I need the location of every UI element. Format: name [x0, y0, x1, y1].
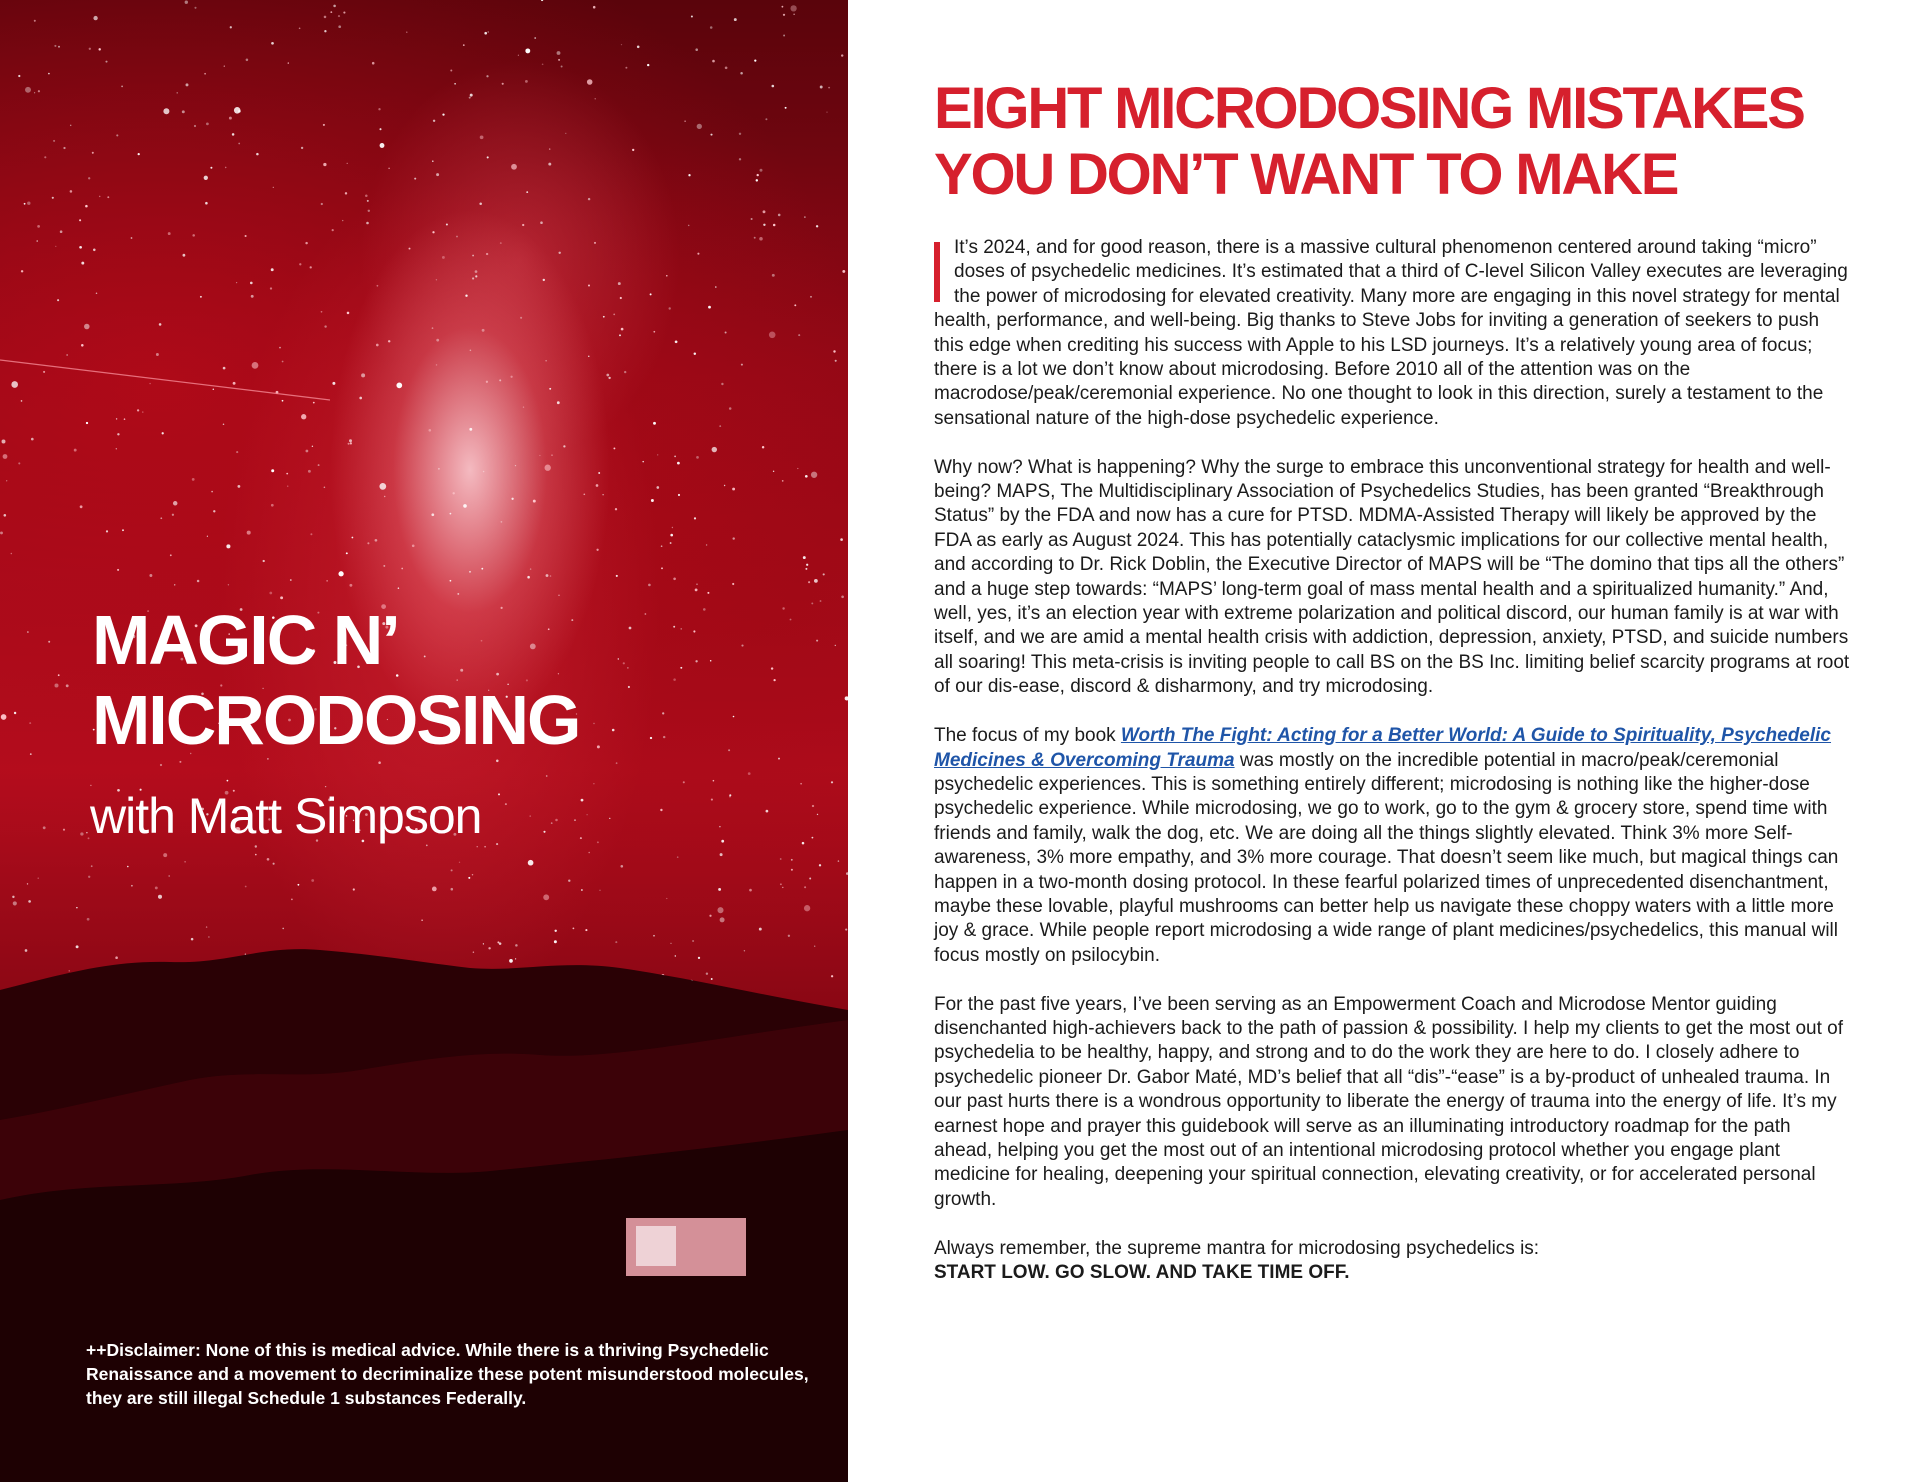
- article-title-line2: YOU DON’T WANT TO MAKE: [934, 142, 1678, 207]
- dropcap-letter: I: [954, 237, 960, 258]
- article-title-line1: EIGHT MICRODOSING MISTAKES: [934, 76, 1804, 141]
- dropcap-bar: [934, 242, 940, 302]
- mantra-text: START LOW. GO SLOW. AND TAKE TIME OFF.: [934, 1262, 1350, 1283]
- paragraph-book-focus: [934, 724, 1852, 968]
- mantra-intro: Always remember, the supreme mantra for microdosing psychedelics is:: [934, 1237, 1540, 1259]
- paragraph-coaching: For the past five years, I’ve been serving as an Empowerment Coach and Microdose Mentor guiding disenchanted high-achievers back to the path of passion & possibility. I help my clients to get the most out of psychedelia to be healthy, happy, and strong and to do the work they are here to do. I closely adhere to psychedelic pioneer Dr. Gabor Maté, MD’s belief that all “dis”-“ease” is a by-product of unhealed trauma. In our past hurts there is a wondrous opportunity to liberate the energy of trauma into the energy of life. It’s my earnest hope and prayer this guidebook will serve as an illuminating introductory roadmap for the path ahead, helping you get the most out of an intentional microdosing protocol whether you engage plant medicine for healing, deepening your spiritual connection, elevating creativity, or for accelerated personal growth.: [934, 993, 1843, 1210]
- cover-subtitle: with Matt Simpson: [90, 788, 482, 844]
- cover-panel: [0, 0, 848, 1482]
- article-panel: [848, 0, 1920, 1482]
- paragraph-why-now: Why now? What is happening? Why the surge to embrace this unconventional strategy for health and well-being? MAPS, The Multidisciplinary Association of Psychedelics Studies, has been granted “Breakthrough Status” by the FDA and now has a cure for PTSD. MDMA-Assisted Therapy will likely be approved by the FDA as early as August 2024. This has potentially cataclysmic implications for our collective mental health, and according to Dr. Rick Doblin, the Executive Director of MAPS will be “The domino that tips all the others” and a huge step towards: “MAPS’ long-term goal of mass mental health and a spiritualized humanity.” And, well, yes, it’s an election year with extreme polarization and political discord, our human family is at war with itself, and we are amid a mental health crisis with addiction, depression, anxiety, PTSD, and suicide numbers all soaring! This meta-crisis is inviting people to call BS on the BS Inc. limiting belief scarcity programs at root of our dis-ease, discord & disharmony, and try microdosing.: [934, 456, 1850, 698]
- article-title: [934, 76, 1894, 208]
- cover-title: [92, 600, 792, 760]
- paragraph-intro: [934, 236, 1852, 431]
- cover-title-line2: MICRODOSING: [92, 681, 580, 759]
- book-title-link[interactable]: Worth The Fight: Acting for a Better World: A Guide to Spirituality, Psychedelic Medicines & Overcoming Trauma: [934, 725, 1832, 771]
- article-body: [934, 236, 1852, 1310]
- paragraph-book-rest: was mostly on the incredible potential in macro/peak/ceremonial psychedelic experiences. This is something entirely different; microdosing is nothing like the higher-dose psychedelic experience. While microdosing, we go to work, go to the gym & grocery store, spend time with friends and family, walk the dog, etc. We are doing all the things slightly elevated. Think 3% more Self-awareness, 3% more empathy, and 3% more courage. That doesn’t seem like much, but magical things can happen in a two-month dosing protocol. In these fearful polarized times of unprecedented disenchantment, maybe these lovable, playful mushrooms can better help us navigate these choppy waters with a little more joy & grace. While people report microdosing a wide range of plant medicines/psychedelics, this manual will focus mostly on psilocybin.: [934, 749, 1839, 966]
- paragraph-book-lead: The focus of my book: [934, 725, 1121, 747]
- paragraph-mantra: [934, 1237, 1852, 1286]
- cover-title-line1: MAGIC N’: [92, 601, 399, 679]
- disclaimer-text: ++Disclaimer: None of this is medical advice. While there is a thriving Psychedelic Renaissance and a movement to decriminalize these potent misunderstood molecules, they are still illegal Schedule 1 substances Federally.: [86, 1340, 809, 1408]
- paragraph-intro-text: t’s 2024, and for good reason, there is a massive cultural phenomenon centered around taking “micro” doses of psychedelic medicines. It’s estimated that a third of C-level Silicon Valley executes are leveraging the power of microdosing for elevated creativity. Many more are engaging in this novel strategy for mental health, performance, and well-being. Big thanks to Steve Jobs for inviting a generation of seekers to push this edge when crediting his success with Apple to his LSD journeys. It’s a relatively young area of focus; there is a lot we don’t know about microdosing. Before 2010 all of the attention was on the macrodose/peak/ceremonial experience. No one thought to look in this direction, surely a testament to the sensational nature of the high-dose psychedelic experience.: [934, 237, 1848, 429]
